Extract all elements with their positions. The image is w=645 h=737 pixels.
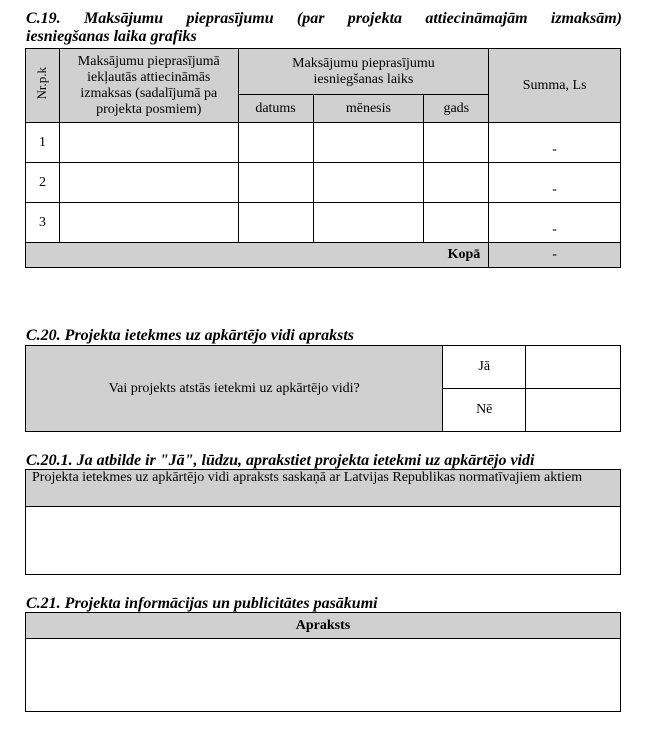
total-label: Kopā	[26, 243, 489, 268]
table-row	[26, 123, 621, 163]
col-month-header: mēnesis	[313, 95, 424, 123]
sum-cell[interactable]: -	[489, 203, 621, 243]
costs-cell[interactable]	[59, 203, 238, 243]
c19-title-line2: iesniegšanas laika grafiks	[26, 28, 197, 45]
row-number: 2	[26, 163, 60, 203]
table-row	[26, 203, 621, 243]
no-answer-cell[interactable]	[526, 389, 621, 432]
impact-description-box	[25, 469, 621, 575]
c201-title: C.20.1. Ja atbilde ir "Jā", lūdzu, aprakstiet projekta ietekmi uz apkārtējo vidi	[26, 452, 535, 469]
month-cell[interactable]	[313, 163, 424, 203]
col-year-header: gads	[424, 95, 489, 123]
date-cell[interactable]	[238, 163, 313, 203]
row-number: 3	[26, 203, 60, 243]
costs-cell[interactable]	[59, 163, 238, 203]
total-row	[26, 243, 621, 268]
yes-label: Jā	[443, 346, 526, 389]
publicity-box	[25, 612, 621, 712]
yes-answer-cell[interactable]	[526, 346, 621, 389]
costs-cell[interactable]	[59, 123, 238, 163]
c21-title: C.21. Projekta informācijas un publicitātes pasākumi	[26, 595, 378, 612]
c20-title: C.20. Projekta ietekmes uz apkārtējo vidi apraksts	[26, 327, 354, 344]
table-row	[26, 163, 621, 203]
environment-impact-table	[25, 345, 621, 432]
publicity-description-field[interactable]	[26, 639, 620, 711]
c19-title: C.19. Maksājumu pieprasījumu (par projekta attiecināmajām izmaksām)	[26, 10, 622, 27]
col-sum-header: Summa, Ls	[489, 49, 621, 123]
col-timing-header: Maksājumu pieprasījumu iesniegšanas laiks	[238, 49, 489, 95]
row-number: 1	[26, 123, 60, 163]
month-cell[interactable]	[313, 203, 424, 243]
impact-description-header: Projekta ietekmes uz apkārtējo vidi apraksts saskaņā ar Latvijas Republikas normatīvajiem aktiem	[26, 470, 620, 507]
payment-schedule-table	[25, 48, 621, 268]
sum-cell[interactable]: -	[489, 163, 621, 203]
col-nr-header: Nr.p.k	[26, 49, 60, 123]
year-cell[interactable]	[424, 203, 489, 243]
no-label: Nē	[443, 389, 526, 432]
publicity-header: Apraksts	[26, 613, 620, 639]
col-costs-header: Maksājumu pieprasījumā iekļautās attiecināmās izmaksas (sadalījumā pa projekta posmiem)	[59, 49, 238, 123]
year-cell[interactable]	[424, 123, 489, 163]
impact-description-field[interactable]	[26, 507, 620, 574]
col-date-header: datums	[238, 95, 313, 123]
sum-cell[interactable]: -	[489, 123, 621, 163]
year-cell[interactable]	[424, 163, 489, 203]
date-cell[interactable]	[238, 123, 313, 163]
month-cell[interactable]	[313, 123, 424, 163]
total-value: -	[489, 243, 621, 268]
date-cell[interactable]	[238, 203, 313, 243]
impact-question: Vai projekts atstās ietekmi uz apkārtējo vidi?	[26, 346, 443, 432]
